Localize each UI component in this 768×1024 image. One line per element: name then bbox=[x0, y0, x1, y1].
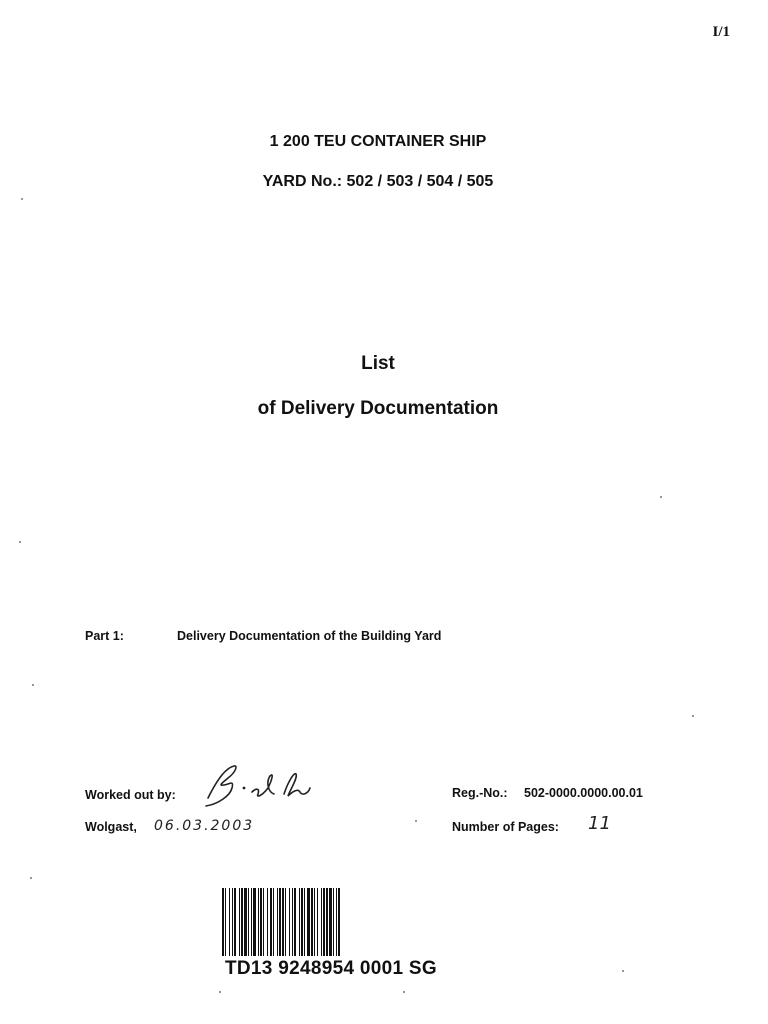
part-description: Delivery Documentation of the Building Yard bbox=[177, 629, 442, 643]
scan-speck bbox=[622, 970, 624, 972]
barcode-bar bbox=[336, 888, 337, 956]
barcode-bar bbox=[329, 888, 332, 956]
barcode-bar bbox=[307, 888, 310, 956]
barcode-bar bbox=[317, 888, 318, 956]
number-of-pages-label: Number of Pages: bbox=[452, 820, 559, 834]
scan-speck bbox=[403, 991, 405, 993]
barcode-bar bbox=[282, 888, 284, 956]
ship-title: 1 200 TEU CONTAINER SHIP bbox=[269, 133, 487, 150]
barcode-bar bbox=[258, 888, 259, 956]
barcode-bar bbox=[241, 888, 243, 956]
signature bbox=[198, 758, 318, 808]
barcode-bar bbox=[294, 888, 296, 956]
handwritten-date: 06.03.2003 bbox=[154, 818, 255, 834]
scan-speck bbox=[415, 820, 417, 822]
handwritten-page-count: 11 bbox=[588, 813, 611, 834]
barcode-bar bbox=[289, 888, 290, 956]
barcode-bar bbox=[225, 888, 226, 956]
barcode-bar bbox=[248, 888, 249, 956]
scan-speck bbox=[692, 715, 694, 717]
barcode-bar bbox=[285, 888, 286, 956]
barcode-bar bbox=[251, 888, 252, 956]
barcode-bar bbox=[323, 888, 325, 956]
barcode-bar bbox=[321, 888, 322, 956]
document-title: List bbox=[361, 353, 395, 374]
worked-out-label: Worked out by: bbox=[85, 788, 176, 802]
reg-no-label: Reg.-No.: bbox=[452, 786, 508, 800]
yard-number: YARD No.: 502 / 503 / 504 / 505 bbox=[262, 173, 494, 190]
scan-speck bbox=[21, 198, 23, 200]
barcode-bar bbox=[244, 888, 247, 956]
barcode-bar bbox=[277, 888, 278, 956]
barcode bbox=[222, 888, 452, 956]
barcode-bar bbox=[222, 888, 224, 956]
barcode-bar bbox=[279, 888, 281, 956]
barcode-bar bbox=[314, 888, 315, 956]
barcode-bar bbox=[304, 888, 305, 956]
barcode-bar bbox=[232, 888, 233, 956]
barcode-bar bbox=[267, 888, 268, 956]
barcode-text: TD13 9248954 0001 SG bbox=[225, 958, 437, 979]
barcode-bar bbox=[234, 888, 236, 956]
page-number: I/1 bbox=[712, 24, 730, 40]
scan-speck bbox=[19, 541, 21, 543]
barcode-bar bbox=[311, 888, 313, 956]
barcode-bar bbox=[333, 888, 334, 956]
barcode-bar bbox=[260, 888, 262, 956]
scan-speck bbox=[660, 496, 662, 498]
barcode-bar bbox=[229, 888, 230, 956]
barcode-bar bbox=[338, 888, 340, 956]
barcode-bar bbox=[326, 888, 328, 956]
scan-speck bbox=[30, 877, 32, 879]
scan-speck bbox=[219, 991, 221, 993]
barcode-bar bbox=[263, 888, 264, 956]
barcode-bar bbox=[270, 888, 272, 956]
barcode-bar bbox=[239, 888, 240, 956]
barcode-bar bbox=[273, 888, 274, 956]
barcode-bar bbox=[253, 888, 256, 956]
scan-speck bbox=[32, 684, 34, 686]
reg-no-value: 502-0000.0000.00.01 bbox=[524, 786, 643, 800]
barcode-bar bbox=[292, 888, 293, 956]
barcode-bar bbox=[299, 888, 300, 956]
barcode-bar bbox=[301, 888, 303, 956]
document-subtitle: of Delivery Documentation bbox=[257, 398, 499, 419]
city-label: Wolgast, bbox=[85, 820, 137, 834]
part-label: Part 1: bbox=[85, 629, 124, 643]
